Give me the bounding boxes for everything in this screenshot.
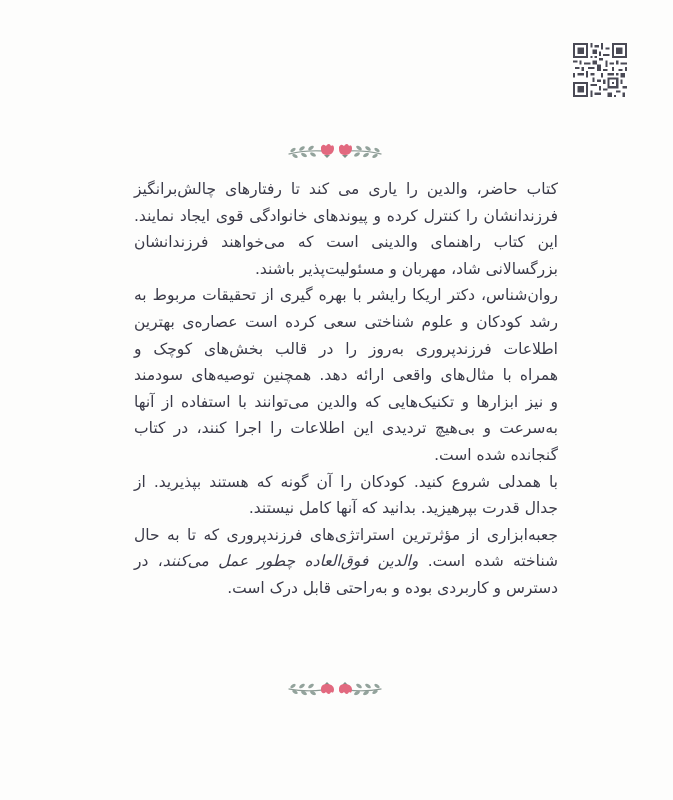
text-segment: ، در <box>134 552 163 571</box>
text-line: جعبه‌ابزاری از مؤثرترین استراتژی‌های فرزندپروری که تا به حال <box>134 525 558 544</box>
text-line: بزرگسالانی شاد، مهربان و مسئولیت‌پذیر باشند. <box>254 259 558 278</box>
text-segment: شناخته شده است. <box>427 552 559 571</box>
text-line <box>134 548 558 575</box>
text-line: روان‌شناس، دکتر اریکا رایشر با بهره گیری از تحقیقات مربوط به <box>134 286 558 305</box>
text-line: اطلاعات فرزندپروری به‌روز را در قالب بخش‌های کوچک و <box>134 339 558 358</box>
italic-book-title: والدین فوق‌العاده چطور عمل می‌کنند <box>162 552 419 571</box>
text-line: رشد کودکان و علوم شناختی سعی کرده است عصاره‌ی بهترین <box>134 312 558 331</box>
floral-ornament-icon <box>285 140 385 162</box>
description-text <box>134 176 558 602</box>
text-line: این کتاب راهنمای والدینی است که می‌خواهند فرزندانشان <box>134 233 558 252</box>
text-line: همراه با مثال‌های واقعی ارائه دهد. همچنین توصیه‌های سودمند <box>134 366 558 385</box>
text-line: فرزندانشان را کنترل کرده و پیوندهای خانوادگی قوی ایجاد نمایند. <box>134 206 558 225</box>
qr-code-icon <box>573 43 627 97</box>
text-line: گنجانده شده است. <box>434 445 558 464</box>
text-line: جدال قدرت بپرهیزید. بدانید که آنها کامل نیستند. <box>248 499 558 518</box>
text-line: و نیز ابزارها و تکنیک‌هایی که والدین می‌توانند با استفاده از آنها <box>134 392 558 411</box>
text-line: دسترس و کاربردی بوده و به‌راحتی قابل درک است. <box>227 578 558 597</box>
text-line: با همدلی شروع کنید. کودکان را آن گونه که هستند بپذیرید. از <box>134 472 558 491</box>
floral-ornament-icon <box>285 678 385 700</box>
text-line: به‌سرعت و بی‌هیچ تردیدی این اطلاعات را اجرا کنند، در کتاب <box>134 419 558 438</box>
text-line: کتاب حاضر، والدین را یاری می کند تا رفتارهای چالش‌برانگیز <box>134 180 558 198</box>
